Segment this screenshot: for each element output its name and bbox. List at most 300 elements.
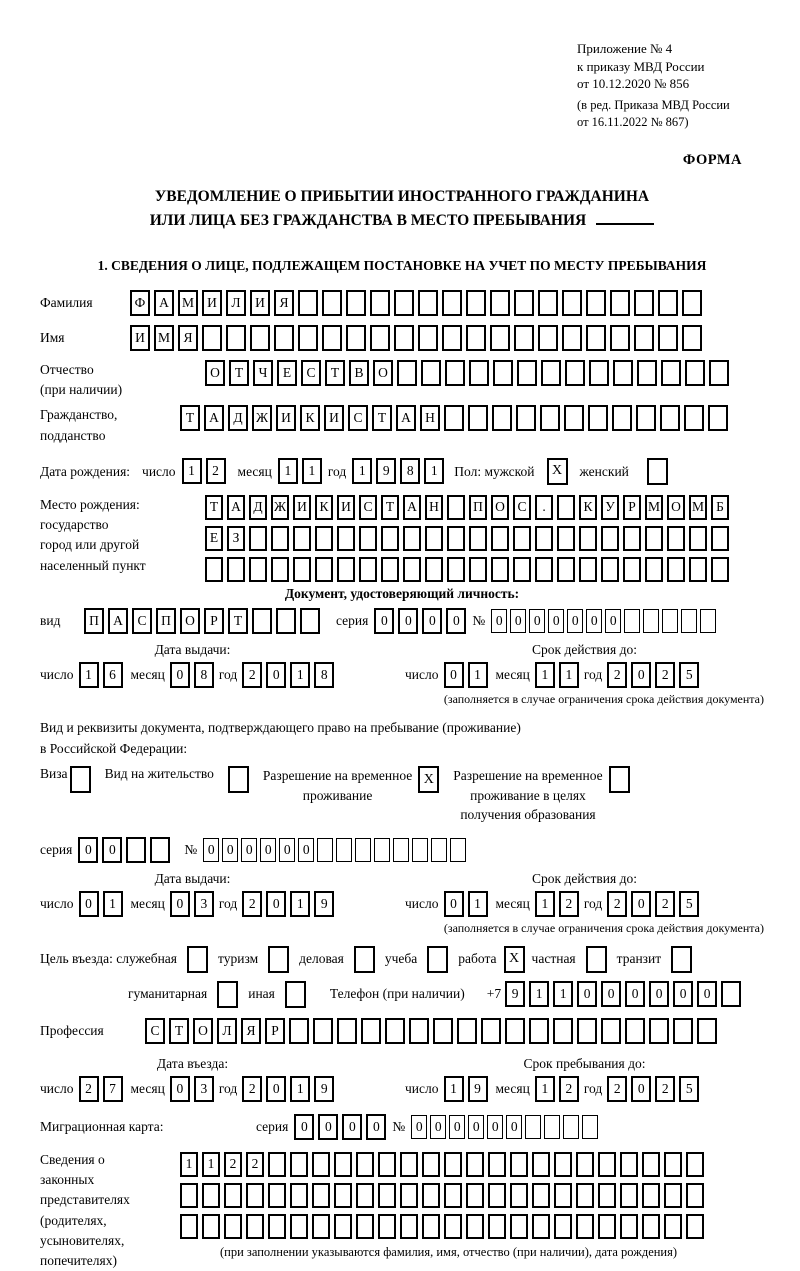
char-cell: Р <box>265 1018 285 1044</box>
char-cell <box>202 1214 220 1239</box>
purpose-business-label: деловая <box>299 951 344 967</box>
char-cell <box>623 526 641 551</box>
temp-permit-label: Разрешение на временное проживание <box>262 768 413 803</box>
birth-month-label: месяц <box>237 463 272 479</box>
char-cell <box>271 526 289 551</box>
char-cell: 0 <box>631 662 651 688</box>
char-cell: Н <box>420 405 440 431</box>
char-cell <box>337 557 355 582</box>
char-cell <box>540 405 560 431</box>
char-cell: С <box>359 495 377 520</box>
char-cell <box>620 1214 638 1239</box>
char-cell <box>564 405 584 431</box>
char-cell <box>315 557 333 582</box>
residence-doc-dates <box>40 871 764 936</box>
char-cell: 0 <box>487 1115 503 1139</box>
char-cell <box>588 405 608 431</box>
doc-kind-cells <box>84 608 320 634</box>
char-cell <box>510 1214 528 1239</box>
char-cell: А <box>108 608 128 634</box>
char-cell <box>394 290 414 316</box>
identity-doc-row <box>40 608 764 634</box>
temp-permit-checkbox: X <box>418 766 439 793</box>
char-cell <box>532 1214 550 1239</box>
char-cell <box>457 1018 477 1044</box>
stay-until-heading: Срок пребывания до: <box>523 1055 646 1071</box>
representatives-cells-row2 <box>180 1183 704 1208</box>
char-cell <box>289 1018 309 1044</box>
birth-place-cells-row3 <box>205 557 729 582</box>
char-cell <box>711 526 729 551</box>
char-cell <box>356 1214 374 1239</box>
char-cell <box>370 325 390 351</box>
residence-issue-heading: Дата выдачи: <box>154 870 231 886</box>
char-cell: Я <box>178 325 198 351</box>
char-cell: Р <box>204 608 224 634</box>
char-cell: А <box>154 290 174 316</box>
char-cell: 2 <box>607 1076 627 1102</box>
profession-row <box>40 1018 764 1044</box>
stay-month-cells <box>535 1076 579 1102</box>
char-cell <box>400 1214 418 1239</box>
char-cell: 0 <box>430 1115 446 1139</box>
char-cell <box>532 1183 550 1208</box>
stay-year-cells <box>607 1076 699 1102</box>
char-cell <box>684 405 704 431</box>
char-cell <box>544 1115 560 1139</box>
residence-expiry-note: (заполняется в случае ограничения срока действия документа) <box>443 920 764 935</box>
char-cell <box>624 609 640 633</box>
char-cell <box>202 1183 220 1208</box>
residence-doc-intro: Вид и реквизиты документа, подтверждающего право на пребывание (проживание) в Российской Федерации: <box>40 719 521 757</box>
expiry-note: (заполняется в случае ограничения срока действия документа) <box>443 691 764 706</box>
char-cell <box>673 1018 693 1044</box>
char-cell: 3 <box>194 1076 214 1102</box>
section1-heading: 1. СВЕДЕНИЯ О ЛИЦЕ, ПОДЛЕЖАЩЕМ ПОСТАНОВКЕ НА УЧЕТ ПО МЕСТУ ПРЕБЫВАНИЯ <box>97 257 707 273</box>
char-cell <box>682 290 702 316</box>
char-cell: 0 <box>294 1114 314 1140</box>
char-cell <box>422 1152 440 1177</box>
residence-expiry-day-cells <box>444 891 488 917</box>
representatives-label: Сведения о законных представителях (родителях, усыновителях, попечителях) <box>40 1151 130 1269</box>
char-cell <box>579 557 597 582</box>
char-cell <box>660 405 680 431</box>
char-cell <box>576 1152 594 1177</box>
doc-kind-label: вид <box>40 613 61 629</box>
char-cell: 9 <box>505 981 525 1007</box>
residence-issue-month-label: месяц <box>130 895 165 911</box>
title-line1: УВЕДОМЛЕНИЕ О ПРИБЫТИИ ИНОСТРАННОГО ГРАЖДАНИНА <box>154 188 650 206</box>
char-cell <box>711 557 729 582</box>
char-cell <box>686 1152 704 1177</box>
char-cell: 7 <box>103 1076 123 1102</box>
char-cell <box>356 1183 374 1208</box>
char-cell <box>612 405 632 431</box>
residence-permit-checkbox <box>228 766 249 793</box>
char-cell <box>356 1152 374 1177</box>
char-cell: К <box>300 405 320 431</box>
char-cell <box>689 557 707 582</box>
residence-issue-year-label: год <box>218 895 238 911</box>
char-cell <box>346 290 366 316</box>
birth-place-cells-row1 <box>205 495 729 520</box>
char-cell: О <box>373 360 393 386</box>
char-cell <box>444 1214 462 1239</box>
stay-day-cells <box>444 1076 488 1102</box>
char-cell: 1 <box>352 458 372 484</box>
char-cell: 0 <box>170 891 190 917</box>
char-cell: З <box>227 526 245 551</box>
profession-cells <box>145 1018 717 1044</box>
char-cell <box>613 360 633 386</box>
residence-series-cells <box>78 837 170 863</box>
char-cell: 0 <box>318 1114 338 1140</box>
char-cell: 2 <box>607 891 627 917</box>
char-cell <box>513 557 531 582</box>
char-cell: 0 <box>491 609 507 633</box>
char-cell: Т <box>180 405 200 431</box>
char-cell: П <box>469 495 487 520</box>
char-cell <box>516 405 536 431</box>
char-cell: 0 <box>631 1076 651 1102</box>
char-cell <box>601 1018 621 1044</box>
issue-year-cells <box>242 662 334 688</box>
char-cell <box>359 557 377 582</box>
char-cell <box>403 557 421 582</box>
title-line2: ИЛИ ЛИЦА БЕЗ ГРАЖДАНСТВА В МЕСТО ПРЕБЫВАНИЯ <box>40 209 764 232</box>
char-cell: 0 <box>631 891 651 917</box>
patronymic-label: Отчество (при наличии) <box>40 361 123 398</box>
birth-year-cells <box>352 458 444 484</box>
char-cell <box>394 325 414 351</box>
char-cell <box>227 557 245 582</box>
char-cell <box>412 838 428 862</box>
char-cell <box>466 325 486 351</box>
char-cell <box>290 1152 308 1177</box>
issue-day-label: число <box>40 667 74 683</box>
char-cell: 0 <box>79 891 99 917</box>
char-cell: 1 <box>182 458 202 484</box>
given-name-cells <box>130 325 702 351</box>
char-cell <box>610 290 630 316</box>
char-cell: 0 <box>279 838 295 862</box>
char-cell: 6 <box>103 662 123 688</box>
char-cell: О <box>193 1018 213 1044</box>
patronymic-cells <box>205 360 729 386</box>
char-cell <box>535 526 553 551</box>
char-cell: 2 <box>206 458 226 484</box>
char-cell: Т <box>228 608 248 634</box>
char-cell <box>469 526 487 551</box>
char-cell <box>205 557 223 582</box>
entry-day-label: число <box>40 1080 74 1096</box>
char-cell: 0 <box>241 838 257 862</box>
birth-day-label: число <box>142 463 176 479</box>
purpose-tourism-label: туризм <box>218 951 259 967</box>
char-cell <box>298 290 318 316</box>
char-cell <box>312 1152 330 1177</box>
char-cell <box>576 1214 594 1239</box>
char-cell: Е <box>277 360 297 386</box>
sex-male-label: Пол: мужской <box>454 463 535 479</box>
char-cell <box>445 360 465 386</box>
char-cell: 0 <box>266 891 286 917</box>
char-cell: 3 <box>194 891 214 917</box>
char-cell: 1 <box>290 891 310 917</box>
char-cell: 1 <box>290 662 310 688</box>
char-cell: 0 <box>170 662 190 688</box>
purpose-business-checkbox <box>354 946 375 973</box>
char-cell <box>490 325 510 351</box>
char-cell: 5 <box>679 891 699 917</box>
residence-issue-month-cells <box>170 891 214 917</box>
char-cell: 1 <box>278 458 298 484</box>
char-cell <box>634 325 654 351</box>
char-cell <box>658 325 678 351</box>
representatives-cells-row1 <box>180 1152 704 1177</box>
char-cell <box>126 837 146 863</box>
char-cell <box>469 557 487 582</box>
char-cell <box>682 325 702 351</box>
char-cell: Л <box>226 290 246 316</box>
char-cell: Н <box>425 495 443 520</box>
char-cell: Б <box>711 495 729 520</box>
char-cell <box>224 1214 242 1239</box>
char-cell: Т <box>229 360 249 386</box>
char-cell <box>658 290 678 316</box>
purpose-private-label: частная <box>531 951 576 967</box>
residence-expiry-day-label: число <box>405 895 439 911</box>
char-cell <box>517 360 537 386</box>
char-cell: С <box>145 1018 165 1044</box>
char-cell <box>538 325 558 351</box>
char-cell <box>268 1152 286 1177</box>
birth-year-label: год <box>327 463 347 479</box>
char-cell: И <box>276 405 296 431</box>
char-cell: М <box>178 290 198 316</box>
char-cell: Л <box>217 1018 237 1044</box>
appendix-line: от 10.12.2020 № 856 <box>577 76 690 92</box>
char-cell <box>697 1018 717 1044</box>
char-cell: 0 <box>506 1115 522 1139</box>
char-cell <box>355 838 371 862</box>
doc-number-cells <box>491 609 716 633</box>
char-cell <box>466 1183 484 1208</box>
char-cell <box>271 557 289 582</box>
char-cell <box>346 325 366 351</box>
char-cell: 1 <box>202 1152 220 1177</box>
char-cell: Ж <box>252 405 272 431</box>
expiry-year-cells <box>607 662 699 688</box>
char-cell: 1 <box>559 662 579 688</box>
char-cell <box>565 360 585 386</box>
char-cell: 9 <box>314 891 334 917</box>
entry-date-heading: Дата въезда: <box>156 1055 229 1071</box>
char-cell <box>466 290 486 316</box>
surname-row <box>40 290 764 316</box>
char-cell <box>514 325 534 351</box>
entry-month-label: месяц <box>130 1080 165 1096</box>
surname-label: Фамилия <box>40 295 93 311</box>
edu-permit-checkbox <box>609 766 630 793</box>
char-cell: 0 <box>398 608 418 634</box>
char-cell: 2 <box>242 1076 262 1102</box>
char-cell <box>538 290 558 316</box>
char-cell <box>276 608 296 634</box>
char-cell <box>381 526 399 551</box>
char-cell <box>589 360 609 386</box>
char-cell: С <box>348 405 368 431</box>
residence-expiry-heading: Срок действия до: <box>532 870 637 886</box>
char-cell: О <box>667 495 685 520</box>
birth-month-cells <box>278 458 322 484</box>
visit-purpose-row <box>40 946 764 973</box>
birth-day-cells <box>182 458 226 484</box>
char-cell <box>226 325 246 351</box>
char-cell <box>334 1183 352 1208</box>
char-cell <box>378 1214 396 1239</box>
char-cell <box>535 557 553 582</box>
char-cell <box>313 1018 333 1044</box>
char-cell <box>422 1183 440 1208</box>
char-cell: 0 <box>625 981 645 1007</box>
char-cell: Ч <box>253 360 273 386</box>
char-cell <box>709 360 729 386</box>
char-cell: 0 <box>170 1076 190 1102</box>
residence-expiry-month-label: месяц <box>495 895 530 911</box>
char-cell: И <box>202 290 222 316</box>
expiry-month-label: месяц <box>495 667 530 683</box>
char-cell <box>681 609 697 633</box>
char-cell: А <box>403 495 421 520</box>
char-cell <box>370 290 390 316</box>
char-cell: 2 <box>242 891 262 917</box>
revision-line: от 16.11.2022 № 867) <box>577 114 689 129</box>
visa-label: Виза <box>40 766 68 782</box>
char-cell <box>686 1183 704 1208</box>
char-cell <box>444 1152 462 1177</box>
char-cell: 1 <box>180 1152 198 1177</box>
char-cell: 8 <box>194 662 214 688</box>
char-cell: 0 <box>444 662 464 688</box>
entry-dates-block <box>40 1056 764 1102</box>
char-cell: 0 <box>266 1076 286 1102</box>
char-cell <box>529 1018 549 1044</box>
char-cell <box>554 1152 572 1177</box>
char-cell <box>620 1183 638 1208</box>
purpose-work-checkbox: X <box>504 946 525 973</box>
citizenship-row <box>40 405 764 446</box>
char-cell: О <box>205 360 225 386</box>
residence-issue-year-cells <box>242 891 334 917</box>
char-cell: 0 <box>548 609 564 633</box>
char-cell: 0 <box>673 981 693 1007</box>
char-cell <box>491 526 509 551</box>
char-cell <box>298 325 318 351</box>
char-cell <box>645 526 663 551</box>
doc-series-label: серия <box>336 613 369 629</box>
char-cell: М <box>154 325 174 351</box>
char-cell: Я <box>241 1018 261 1044</box>
char-cell: 0 <box>529 609 545 633</box>
char-cell <box>468 405 488 431</box>
char-cell <box>554 1183 572 1208</box>
sex-female-label: женский <box>579 463 629 479</box>
char-cell: И <box>293 495 311 520</box>
char-cell: 9 <box>468 1076 488 1102</box>
char-cell <box>425 526 443 551</box>
representatives-cells-row3 <box>180 1214 704 1239</box>
char-cell <box>334 1214 352 1239</box>
doc-number-label: № <box>472 613 486 629</box>
char-cell: И <box>337 495 355 520</box>
char-cell <box>422 1214 440 1239</box>
visa-checkbox <box>70 766 91 793</box>
char-cell <box>150 837 170 863</box>
char-cell: 9 <box>376 458 396 484</box>
document-title <box>40 185 764 232</box>
birth-place-cells-row2 <box>205 526 729 551</box>
char-cell <box>444 405 464 431</box>
char-cell <box>513 526 531 551</box>
char-cell <box>700 609 716 633</box>
char-cell <box>202 325 222 351</box>
char-cell: 1 <box>444 1076 464 1102</box>
char-cell <box>293 526 311 551</box>
char-cell <box>562 325 582 351</box>
char-cell: 0 <box>605 609 621 633</box>
purpose-private-checkbox <box>586 946 607 973</box>
char-cell <box>447 495 465 520</box>
char-cell <box>505 1018 525 1044</box>
char-cell <box>514 290 534 316</box>
char-cell <box>290 1183 308 1208</box>
char-cell: 0 <box>411 1115 427 1139</box>
appendix-line: к приказу МВД России <box>577 58 705 74</box>
char-cell <box>400 1152 418 1177</box>
purpose-humanitarian-label: гуманитарная <box>128 986 208 1002</box>
char-cell <box>409 1018 429 1044</box>
char-cell: Т <box>372 405 392 431</box>
char-cell <box>378 1152 396 1177</box>
char-cell <box>510 1183 528 1208</box>
char-cell <box>385 1018 405 1044</box>
char-cell <box>510 1152 528 1177</box>
char-cell: С <box>132 608 152 634</box>
char-cell: 0 <box>102 837 122 863</box>
purpose-other-checkbox <box>285 981 306 1008</box>
char-cell: Ф <box>130 290 150 316</box>
char-cell <box>466 1214 484 1239</box>
char-cell: 0 <box>298 838 314 862</box>
char-cell: 5 <box>679 662 699 688</box>
char-cell <box>491 557 509 582</box>
issue-year-label: год <box>218 667 238 683</box>
char-cell: 0 <box>342 1114 362 1140</box>
char-cell <box>274 325 294 351</box>
char-cell <box>312 1214 330 1239</box>
char-cell <box>180 1183 198 1208</box>
char-cell: 2 <box>655 891 675 917</box>
char-cell <box>667 557 685 582</box>
char-cell: Ж <box>271 495 289 520</box>
char-cell: А <box>396 405 416 431</box>
birth-date-row <box>40 458 764 485</box>
char-cell: . <box>535 495 553 520</box>
char-cell <box>300 608 320 634</box>
char-cell: 9 <box>314 1076 334 1102</box>
char-cell <box>721 981 741 1007</box>
